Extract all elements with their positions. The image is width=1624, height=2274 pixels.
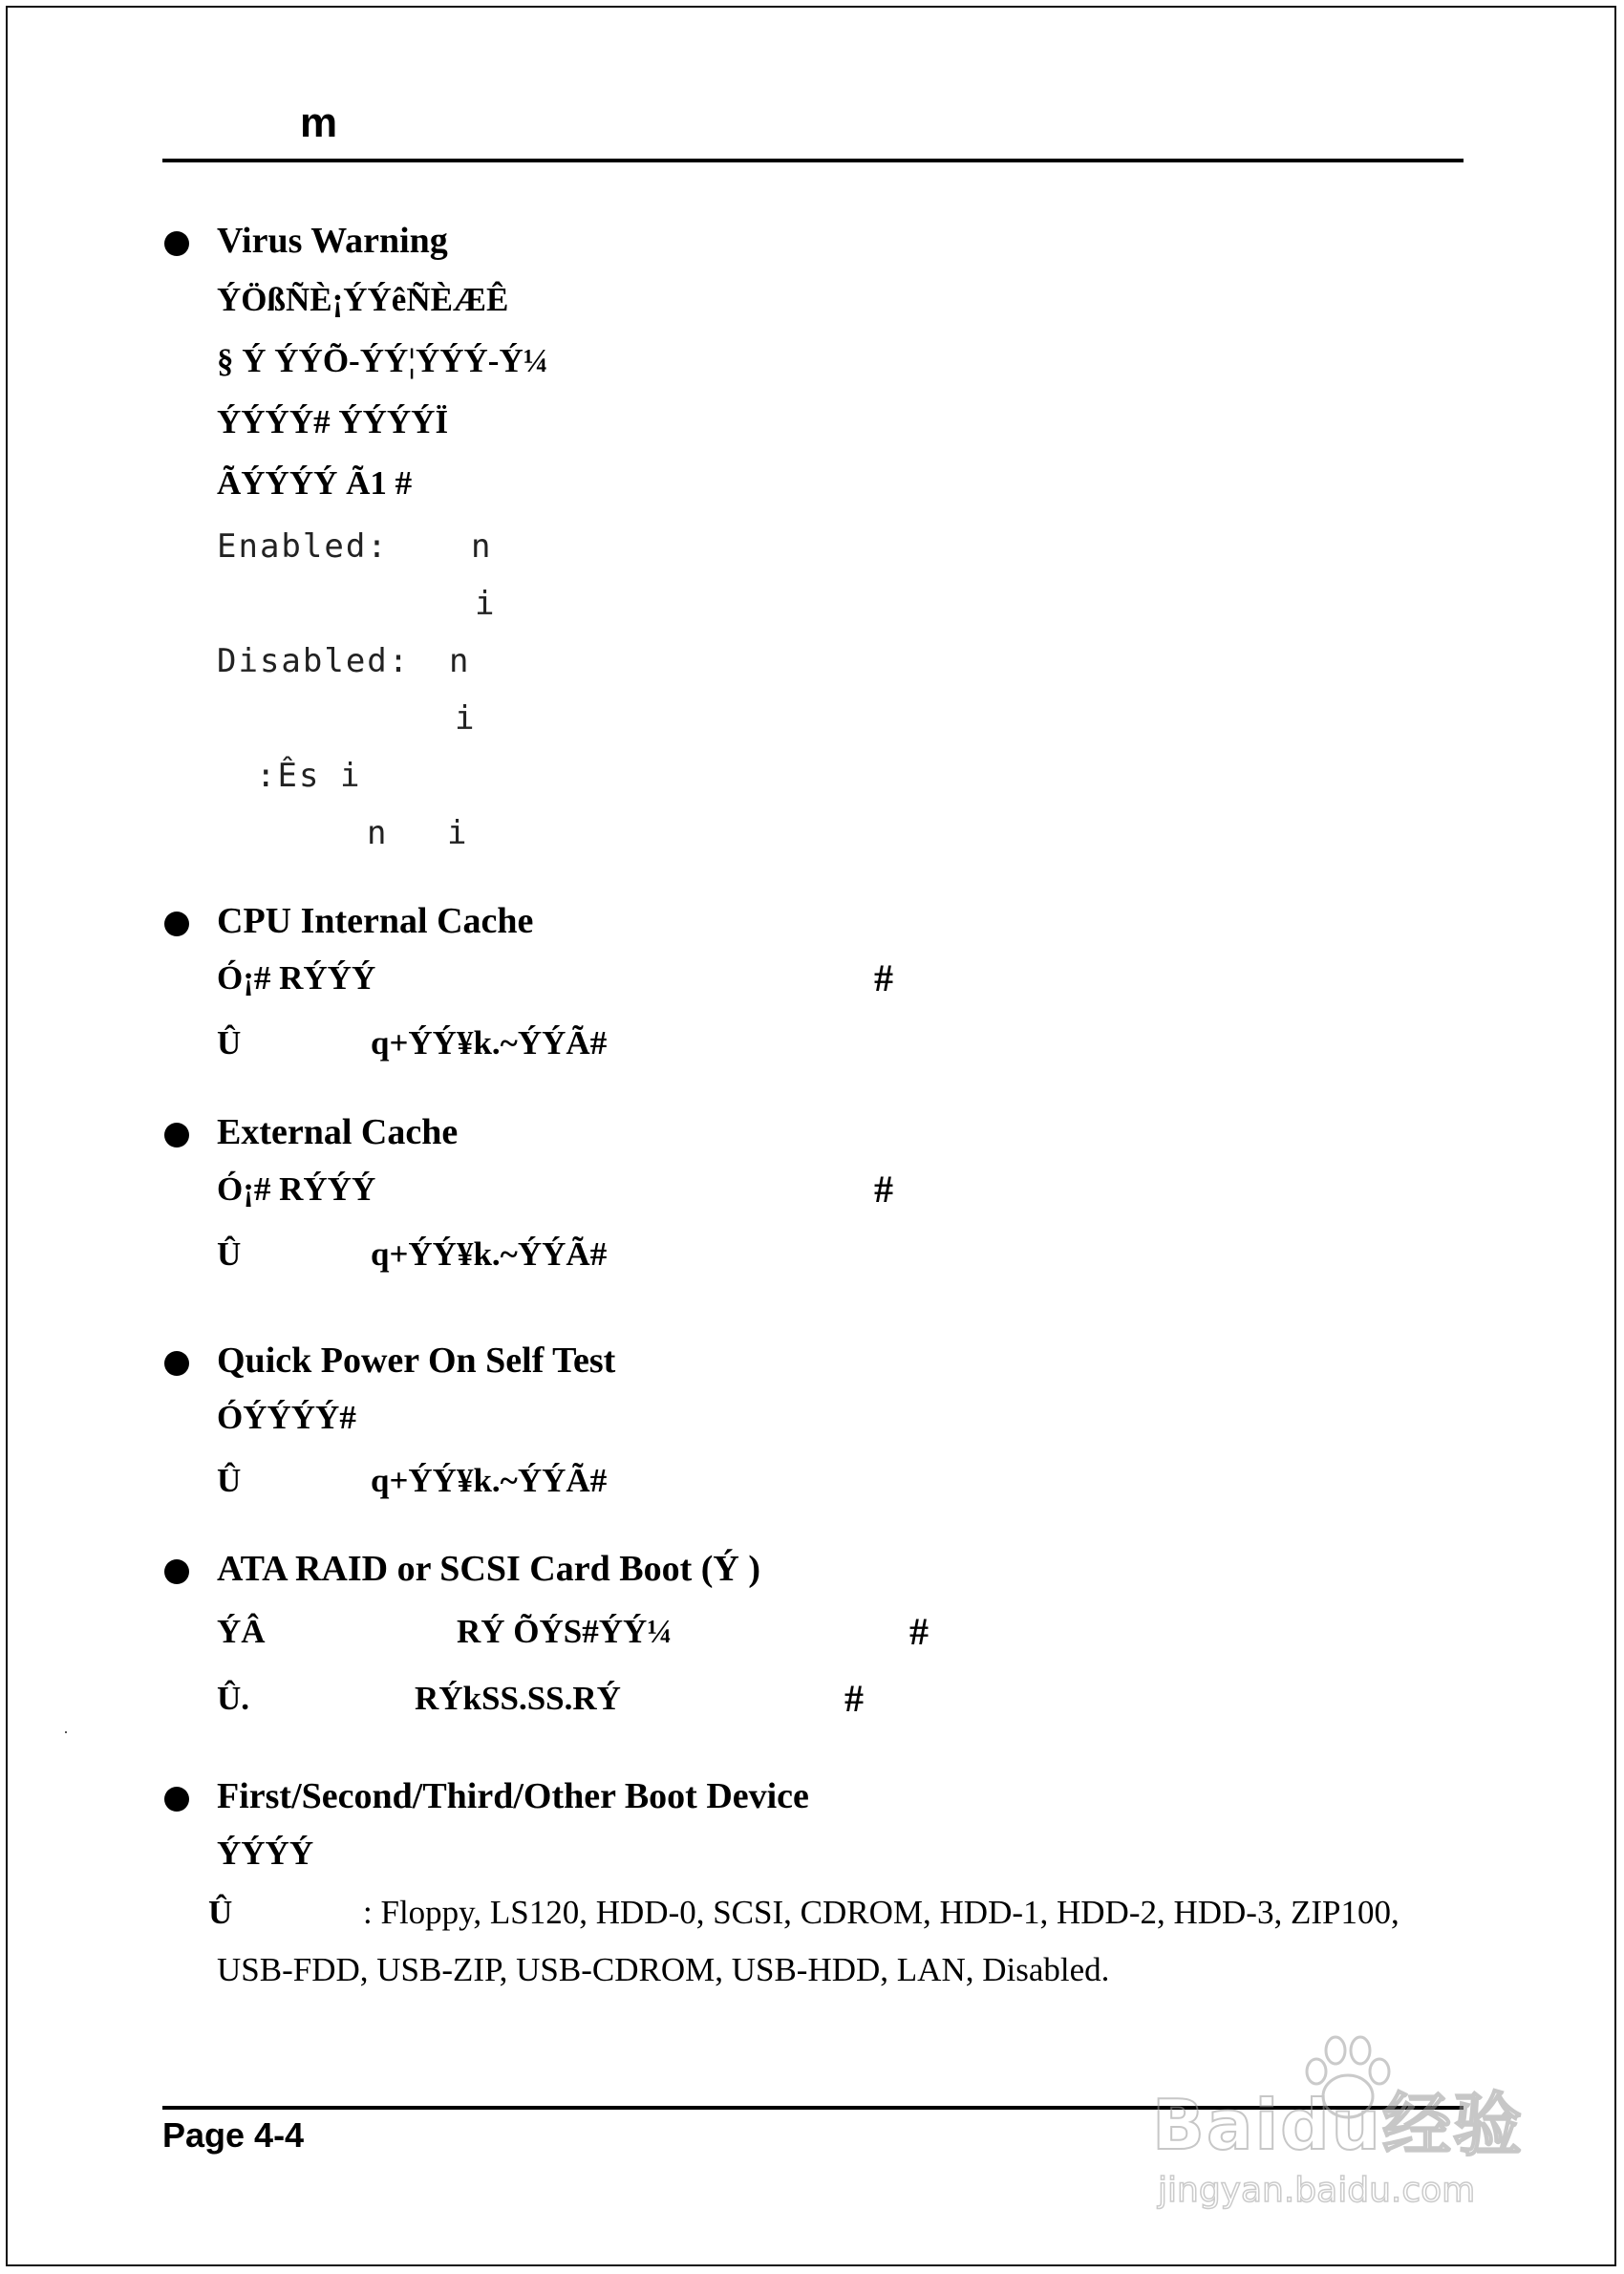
enabled-label: Enabled: xyxy=(217,527,389,566)
section-title: Virus Warning xyxy=(217,221,448,261)
watermark-url: jingyan.baidu.com xyxy=(1158,2171,1476,2210)
garbled-mark: # xyxy=(909,1610,929,1653)
garbled-mark: # xyxy=(874,1168,893,1211)
bullet-icon xyxy=(164,1351,189,1376)
bullet-icon xyxy=(164,1787,189,1812)
garbled-mark: # xyxy=(844,1677,864,1720)
section-title: Quick Power On Self Test xyxy=(217,1341,616,1381)
note-value: i xyxy=(447,814,469,852)
bullet-icon xyxy=(164,231,189,256)
page-number: Page 4-4 xyxy=(162,2115,305,2155)
disabled-value: i xyxy=(455,699,477,738)
garbled-line: Û. xyxy=(217,1680,250,1717)
garbled-line: ÓÝÝÝÝ# xyxy=(217,1399,356,1436)
garbled-line: ÝÝÝÝ# ÝÝÝÝÏ xyxy=(217,403,449,440)
section-title: External Cache xyxy=(217,1112,459,1152)
garbled-line: ÝÝÝÝ xyxy=(217,1834,314,1872)
garbled-line: q+ÝÝ¥k.~ÝÝÃ# xyxy=(371,1235,608,1273)
header-mark: m xyxy=(300,99,338,146)
garbled-line: ÃÝÝÝÝ Ã1 # xyxy=(217,464,413,502)
garbled-mark: # xyxy=(874,956,893,999)
note-value: i xyxy=(340,757,362,795)
garbled-line: Ó¡# RÝÝÝ xyxy=(217,1170,376,1208)
boot-options-line: : Floppy, LS120, HDD-0, SCSI, CDROM, HDD-1, HDD-2, HDD-3, ZIP100, xyxy=(363,1894,1400,1931)
garbled-line: Û xyxy=(217,1024,242,1062)
header-rule xyxy=(162,159,1464,162)
baidu-watermark xyxy=(1152,2029,1534,2220)
section-title: First/Second/Third/Other Boot Device xyxy=(217,1776,809,1816)
section-title: ATA RAID or SCSI Card Boot (Ý ) xyxy=(217,1549,760,1589)
disabled-label: Disabled: xyxy=(217,642,411,680)
watermark-brand: Baidu经验 xyxy=(1152,2085,1524,2165)
section-title: CPU Internal Cache xyxy=(217,901,534,941)
bullet-icon xyxy=(164,1559,189,1584)
garbled-line: Ó¡# RÝÝÝ xyxy=(217,959,376,997)
disabled-value: n xyxy=(449,642,471,680)
garbled-line: § Ý ÝÝÕ-ÝÝ¦ÝÝÝ-Ý¼ xyxy=(217,342,548,379)
garbled-line: ÝÖßÑÈ¡ÝÝêÑÈÆÊ xyxy=(217,281,509,318)
garbled-line: ÝÂ xyxy=(217,1613,266,1650)
garbled-line: Û xyxy=(208,1894,233,1931)
garbled-line: RÝ ÕÝS#ÝÝ¼ xyxy=(457,1613,673,1650)
garbled-line: q+ÝÝ¥k.~ÝÝÃ# xyxy=(371,1462,608,1499)
speck xyxy=(65,1731,67,1733)
garbled-line: RÝkSS.SS.RÝ xyxy=(415,1680,621,1717)
bullet-icon xyxy=(164,912,189,936)
boot-options-line: USB-FDD, USB-ZIP, USB-CDROM, USB-HDD, LAN, Disabled. xyxy=(217,1951,1110,1988)
note-label: :Ês xyxy=(256,757,321,795)
note-value: n xyxy=(367,814,389,852)
garbled-line: Û xyxy=(217,1462,242,1499)
bullet-icon xyxy=(164,1123,189,1148)
garbled-line: q+ÝÝ¥k.~ÝÝÃ# xyxy=(371,1024,608,1062)
enabled-value: n xyxy=(471,527,493,566)
garbled-line: Û xyxy=(217,1235,242,1273)
enabled-value: i xyxy=(475,585,497,623)
